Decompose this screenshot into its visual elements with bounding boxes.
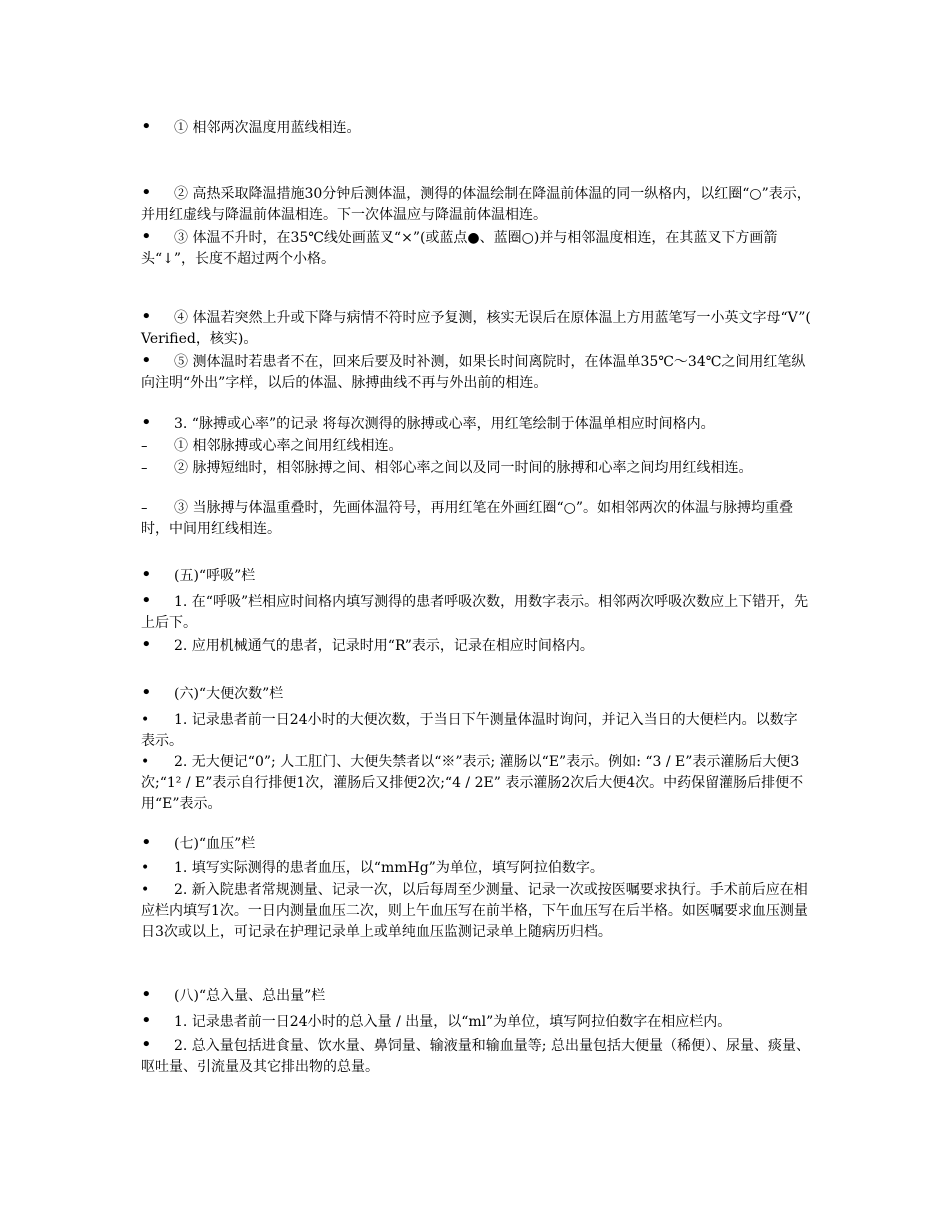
paragraph [141,752,811,815]
paragraph [141,858,811,879]
bullet-marker: • [141,1010,152,1031]
bullet-marker: • [141,412,152,433]
paragraph [141,352,811,394]
paragraph-text: 1. 记录患者前一日24小时的总入量 / 出量，以“ml”为单位，填写阿拉伯数字在相应栏内。 [174,1014,732,1030]
section-heading [141,986,811,1007]
paragraph [141,228,811,270]
bullet-marker: • [141,182,152,203]
paragraph [141,880,811,943]
paragraph-text: ① 相邻脉搏或心率之间用红线相连。 [174,438,403,454]
paragraph [141,436,811,457]
bullet-marker: • [141,984,152,1005]
dash-marker: – [141,461,148,476]
paragraph-text: 3. “脉搏或心率”的记录 将每次测得的脉搏或心率，用红笔绘制于体温单相应时间格内。 [174,416,715,432]
bullet-marker: • [141,682,152,703]
paragraph [141,710,811,752]
paragraph [141,636,811,657]
paragraph-text: ⑤ 测体温时若患者不在，回来后要及时补测，如果长时间离院时，在体温单35℃～34℃之间用红笔纵向注明“外出”字样，以后的体温、脉搏曲线不再与外出前的相连。 [141,354,806,391]
paragraph-text: 1. 填写实际测得的患者血压，以“mmHg”为单位，填写阿拉伯数字。 [174,860,604,876]
paragraph-text: 1. 记录患者前一日24小时的大便次数，于当日下午测量体温时询问，并记入当日的大便栏内。以数字表示。 [141,712,798,749]
bullet-marker: • [141,226,152,247]
paragraph-text: ② 高热采取降温措施30分钟后测体温，测得的体温绘制在降温前体温的同一纵格内，以红圈“○”表示，并用红虚线与降温前体温相连。下一次体温应与降温前体温相连。 [141,186,811,223]
paragraph-text: 2. 应用机械通气的患者，记录时用“R”表示，记录在相应时间格内。 [174,638,594,654]
paragraph-text: 1. 在“呼吸”栏相应时间格内填写测得的患者呼吸次数，用数字表示。相邻两次呼吸次数应上下错开，先上后下。 [141,594,809,631]
bullet-marker: • [141,1034,152,1055]
paragraph-text: (七)“血压”栏 [174,836,256,852]
paragraph-text: (五)“呼吸”栏 [174,568,256,584]
bullet-marker: • [141,590,152,611]
paragraph [141,184,811,226]
bullet-marker: • [141,564,152,585]
paragraph [141,308,811,350]
bullet-marker: • [141,350,152,371]
section-heading [141,684,811,705]
paragraph [141,458,811,479]
section-heading [141,566,811,587]
paragraph [141,414,811,435]
paragraph-text: 2. 新入院患者常规测量、记录一次，以后每周至少测量、记录一次或按医嘱要求执行。手术前后应在相应栏内填写1次。一日内测量血压二次，则上午血压写在前半格，下午血压写在后半格。如医嘱要求血压测量日3次或以上，可记录在护理记录单上或单纯血压监测记录单上随病历归档。 [141,882,808,940]
bullet-marker: • [141,860,150,876]
bullet-marker: • [141,882,150,898]
paragraph-text: (八)“总入量、总出量”栏 [174,988,326,1004]
bullet-marker: • [141,832,152,853]
paragraph [141,592,811,634]
paragraph-text: ① 相邻两次温度用蓝线相连。 [174,120,361,136]
paragraph-text: 2. 总入量包括进食量、饮水量、鼻饲量、输液量和输血量等; 总出量包括大便量（稀便）、尿量、痰量、呕吐量、引流量及其它排出物的总量。 [141,1038,810,1075]
paragraph-text: (六)“大便次数”栏 [174,686,284,702]
bullet-marker: • [141,634,152,655]
paragraph [141,1036,811,1078]
dash-marker: – [141,501,148,516]
bullet-marker: • [141,754,150,770]
paragraph [141,118,811,139]
dash-marker: – [141,439,148,454]
paragraph-text: ③ 当脉搏与体温重叠时，先画体温符号，再用红笔在外画红圈“○”。如相邻两次的体温与脉搏均重叠时，中间用红线相连。 [141,500,793,537]
paragraph-text: ② 脉搏短绌时，相邻脉搏之间、相邻心率之间以及同一时间的脉搏和心率之间均用红线相连。 [174,460,753,476]
paragraph-text: 2. 无大便记“0”; 人工肛门、大便失禁者以“※”表示; 灌肠以“E”表示。例如: “3 / E”表示灌肠后大便3次;“1² / E”表示自行排便1次，灌肠后又排便2次;“4 / 2E” 表示灌肠2次后大便4次。中药保留灌肠后排便不用“E”表示。 [141,754,804,812]
paragraph-text: ③ 体温不升时，在35℃线处画蓝叉“×”(或蓝点●、蓝圈○)并与相邻温度相连，在其蓝叉下方画箭头“↓”，长度不超过两个小格。 [141,230,778,267]
paragraph [141,1012,811,1033]
section-heading [141,834,811,855]
bullet-marker: • [141,712,150,728]
paragraph [141,498,811,540]
bullet-marker: • [141,306,152,327]
bullet-marker: • [141,116,152,137]
paragraph-text: ④ 体温若突然上升或下降与病情不符时应予复测，核实无误后在原体温上方用蓝笔写一小英文字母“V”( Verified，核实)。 [141,310,811,347]
